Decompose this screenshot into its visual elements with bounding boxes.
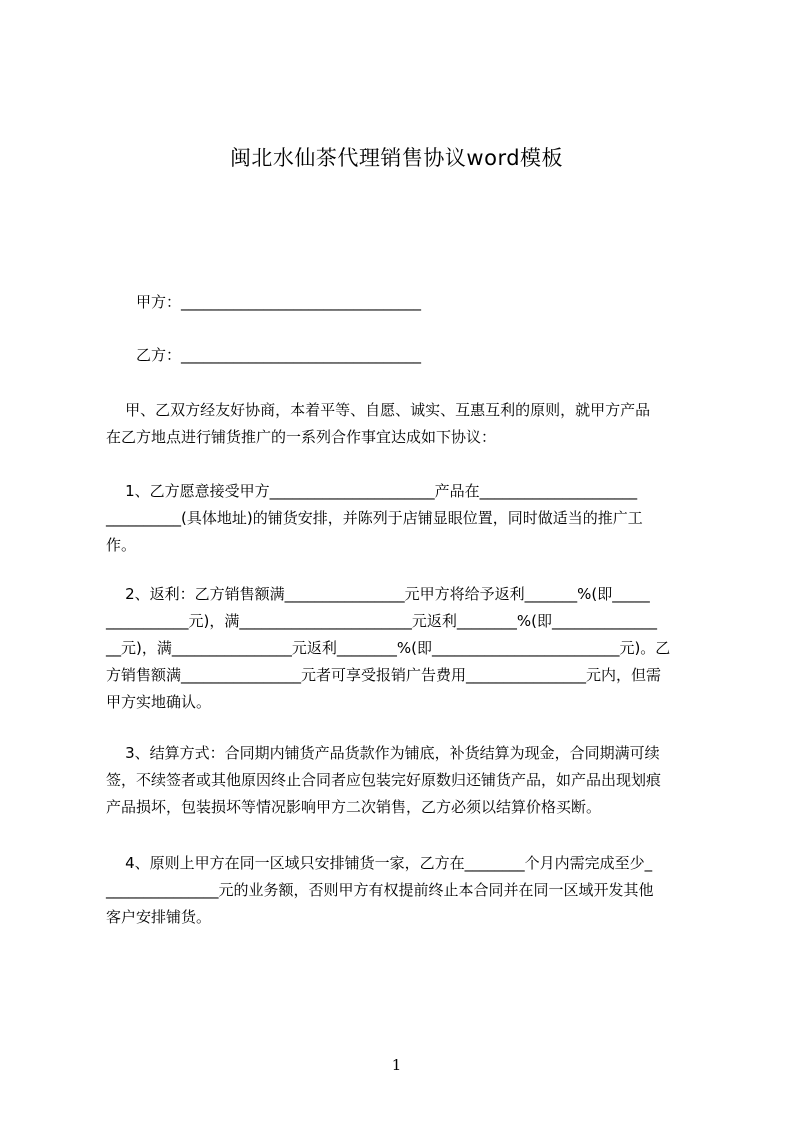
party-b-line: 乙方：________________________________ (136, 346, 422, 364)
clause-3-line: 签，不续签者或其他原因终止合同者应包装完好原数归还铺货产品，如产品出现划痕 (106, 771, 662, 789)
clause-1-line: __________(具体地址)的铺货安排，并陈列于店铺显眼位置，同时做适当的推广工 (106, 509, 643, 527)
page-number: 1 (391, 1056, 402, 1074)
clause-2-line: __元)，满________________元返利________%(即_________________________元)。乙 (106, 639, 671, 657)
intro-line: 在乙方地点进行铺货推广的一系列合作事宜达成如下协议： (106, 428, 497, 446)
clause-3-line: 3、结算方式：合同期内铺货产品货款作为铺底，补货结算为现金，合同期满可续 (106, 744, 660, 762)
clause-4-line: 4、原则上甲方在同一区域只安排铺货一家，乙方在________个月内需完成至少_ (106, 854, 653, 872)
clause-4-line: 客户安排铺货。 (106, 908, 212, 926)
clause-1-line: 1、乙方愿意接受甲方______________________产品在_____________________ (106, 482, 638, 500)
clause-2-line: 甲方实地确认。 (106, 693, 212, 711)
party-a-line: 甲方：________________________________ (136, 293, 422, 311)
clause-3-line: 产品损坏，包装损坏等情况影响甲方二次销售，乙方必须以结算价格买断。 (106, 798, 602, 816)
clause-1-line: 作。 (106, 536, 137, 554)
clause-2-line: ___________元)，满_______________________元返利________%(即______________ (106, 612, 657, 630)
clause-4-line: _______________元的业务额，否则甲方有权提前终止本合同并在同一区域开发其他 (106, 881, 654, 899)
clause-2-line: 方销售额满________________元者可享受报销广告费用________________元内，但需 (106, 666, 662, 684)
clause-2-line: 2、返利：乙方销售额满________________元甲方将给予返利_______%(即_____ (106, 585, 650, 603)
intro-line: 甲、乙双方经友好协商，本着平等、自愿、诚实、互惠互利的原则，就甲方产品 (106, 401, 651, 419)
document-title: 闽北水仙茶代理销售协议word模板 (229, 146, 564, 170)
